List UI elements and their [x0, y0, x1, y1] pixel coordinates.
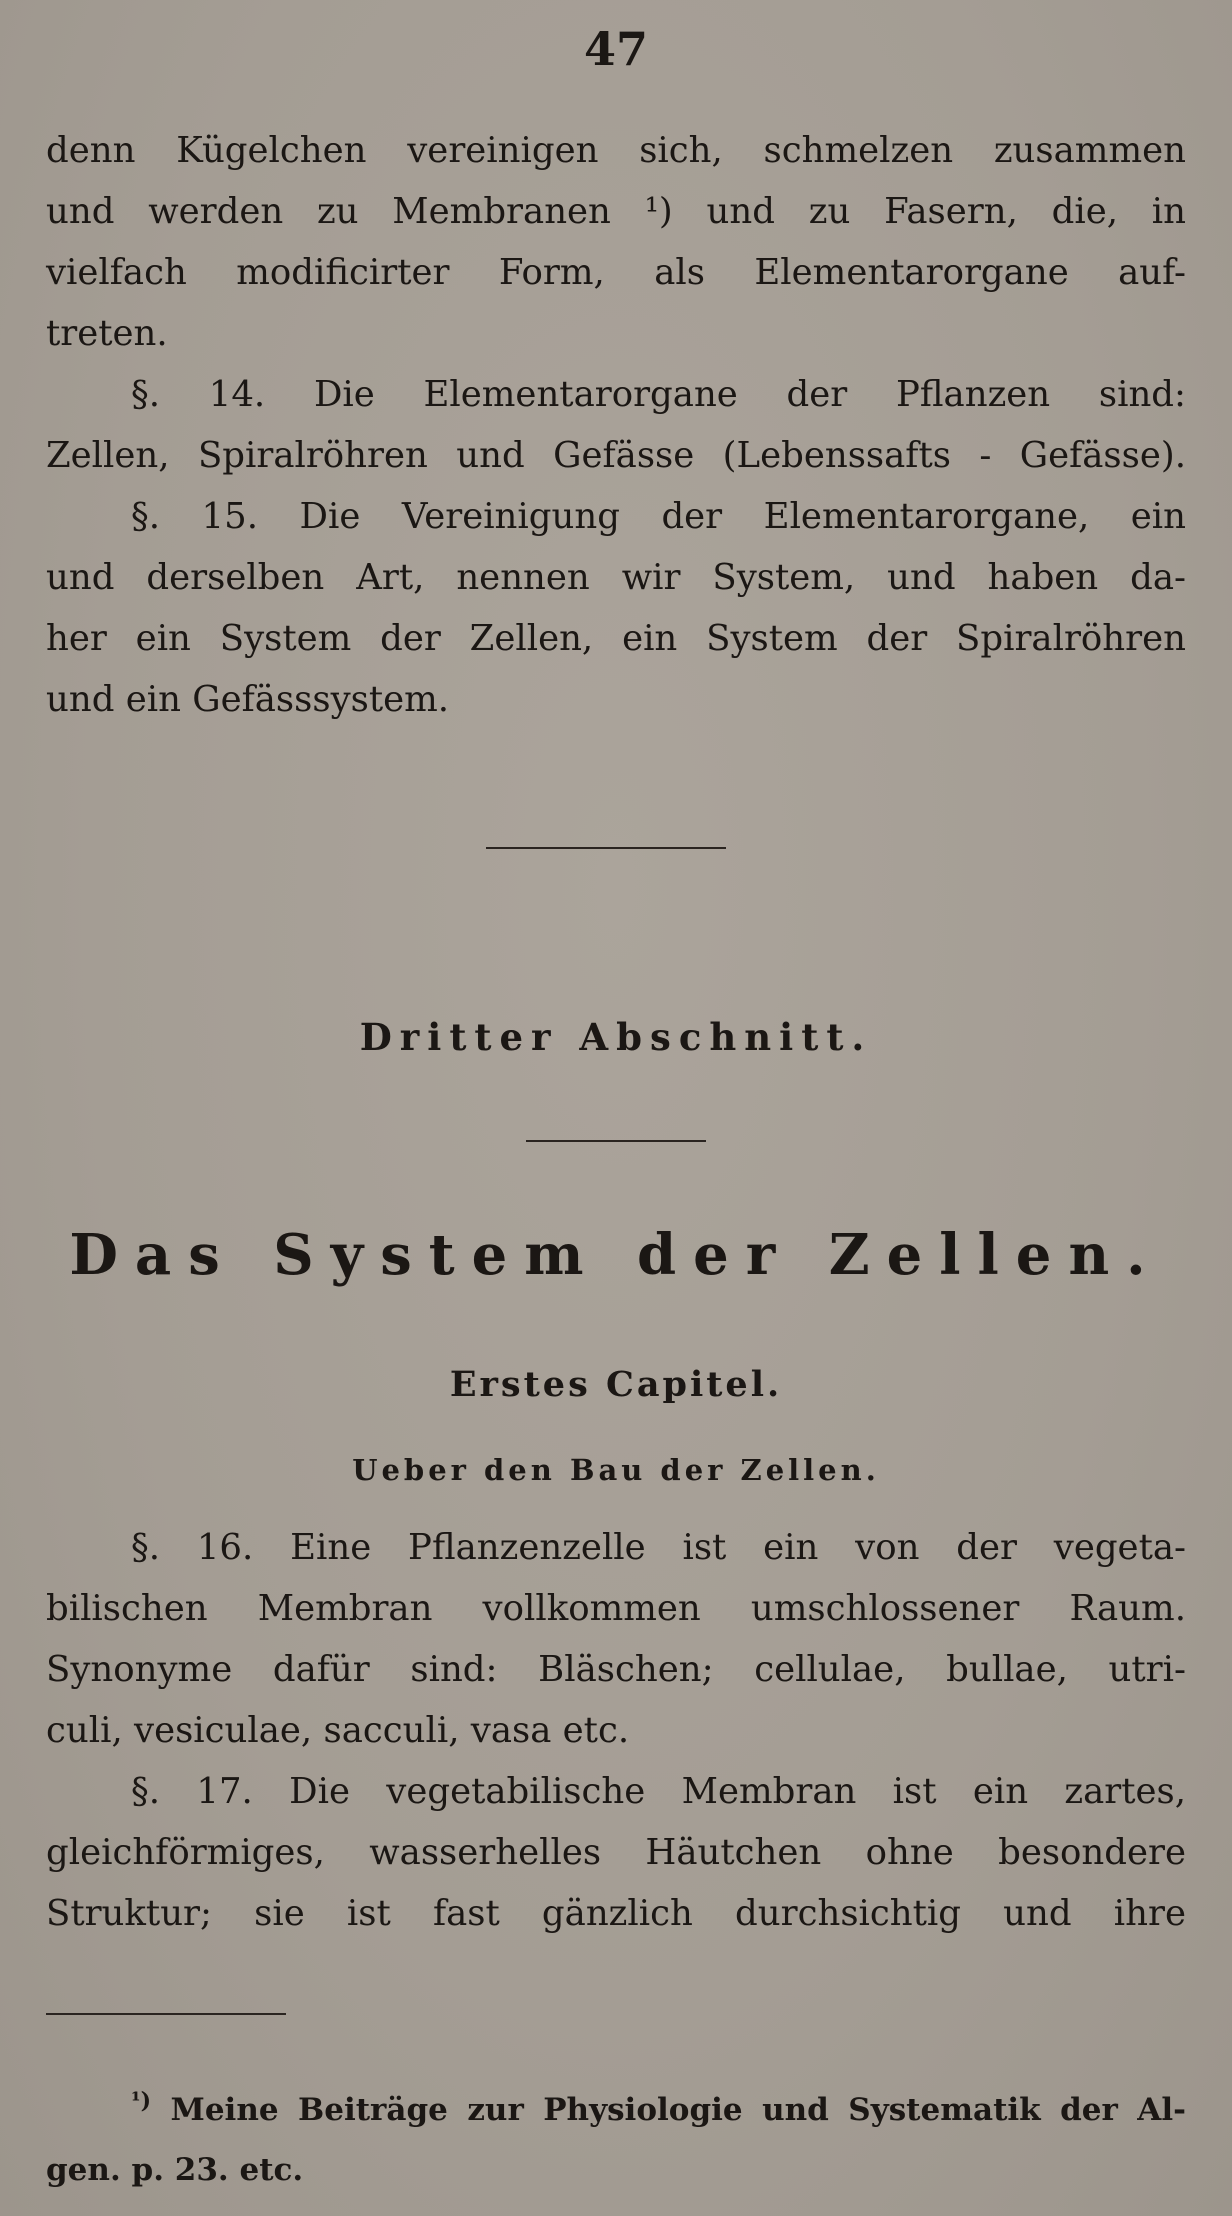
text-line: culi, vesiculae, sacculi, vasa etc.	[46, 1710, 630, 1751]
text-line: vielfach modificirter Form, als Elementarorgane auf-	[46, 252, 1186, 293]
text-line: gleichförmiges, wasserhelles Häutchen ohne besondere	[46, 1832, 1186, 1873]
heading-divider-rule	[526, 1140, 706, 1142]
chapter-heading: Erstes Capitel.	[449, 1364, 783, 1405]
text-line: treten.	[46, 313, 168, 354]
chapter-subheading: Ueber den Bau der Zellen.	[352, 1453, 880, 1487]
main-title: Das System der Zellen.	[69, 1222, 1163, 1288]
text-line: und ein Gefässsystem.	[46, 679, 450, 720]
text-line: §. 14. Die Elementarorgane der Pflanzen sind:	[131, 374, 1186, 415]
footnote-line: gen. p. 23. etc.	[46, 2152, 304, 2188]
section-16	[46, 1517, 1186, 1761]
footnote-marker: ¹)	[131, 2088, 152, 2114]
text-line: und werden zu Membranen ¹) und zu Fasern, die, in	[46, 191, 1186, 232]
text-line: §. 15. Die Vereinigung der Elementarorgane, ein	[131, 496, 1186, 537]
footnote	[46, 2080, 1186, 2200]
text-line: §. 17. Die vegetabilische Membran ist ein zartes,	[131, 1771, 1186, 1812]
part-heading: Dritter Abschnitt.	[359, 1015, 873, 1059]
text-line: bilischen Membran vollkommen umschlossener Raum.	[46, 1588, 1186, 1629]
text-line: denn Kügelchen vereinigen sich, schmelzen zusammen	[46, 130, 1186, 171]
footnote-rule	[46, 2013, 286, 2015]
text-line: Synonyme dafür sind: Bläschen; cellulae, bullae, utri-	[46, 1649, 1186, 1690]
page-number: 47	[583, 22, 648, 76]
top-paragraph	[46, 120, 1186, 364]
footnote-line	[46, 2080, 1186, 2140]
text-line: Struktur; sie ist fast gänzlich durchsichtig und ihre	[46, 1893, 1186, 1934]
text-line: und derselben Art, nennen wir System, und haben da-	[46, 557, 1186, 598]
section-divider-rule	[486, 847, 726, 849]
text-line: her ein System der Zellen, ein System der Spiralröhren	[46, 618, 1186, 659]
text-line: §. 16. Eine Pflanzenzelle ist ein von der vegeta-	[131, 1527, 1186, 1568]
text-line: Zellen, Spiralröhren und Gefässe (Lebenssafts - Gefässe).	[46, 435, 1186, 476]
section-15	[46, 486, 1186, 730]
section-17	[46, 1761, 1186, 1944]
section-14	[46, 364, 1186, 486]
footnote-text: Meine Beiträge zur Physiologie und Systematik der Al-	[170, 2092, 1186, 2128]
